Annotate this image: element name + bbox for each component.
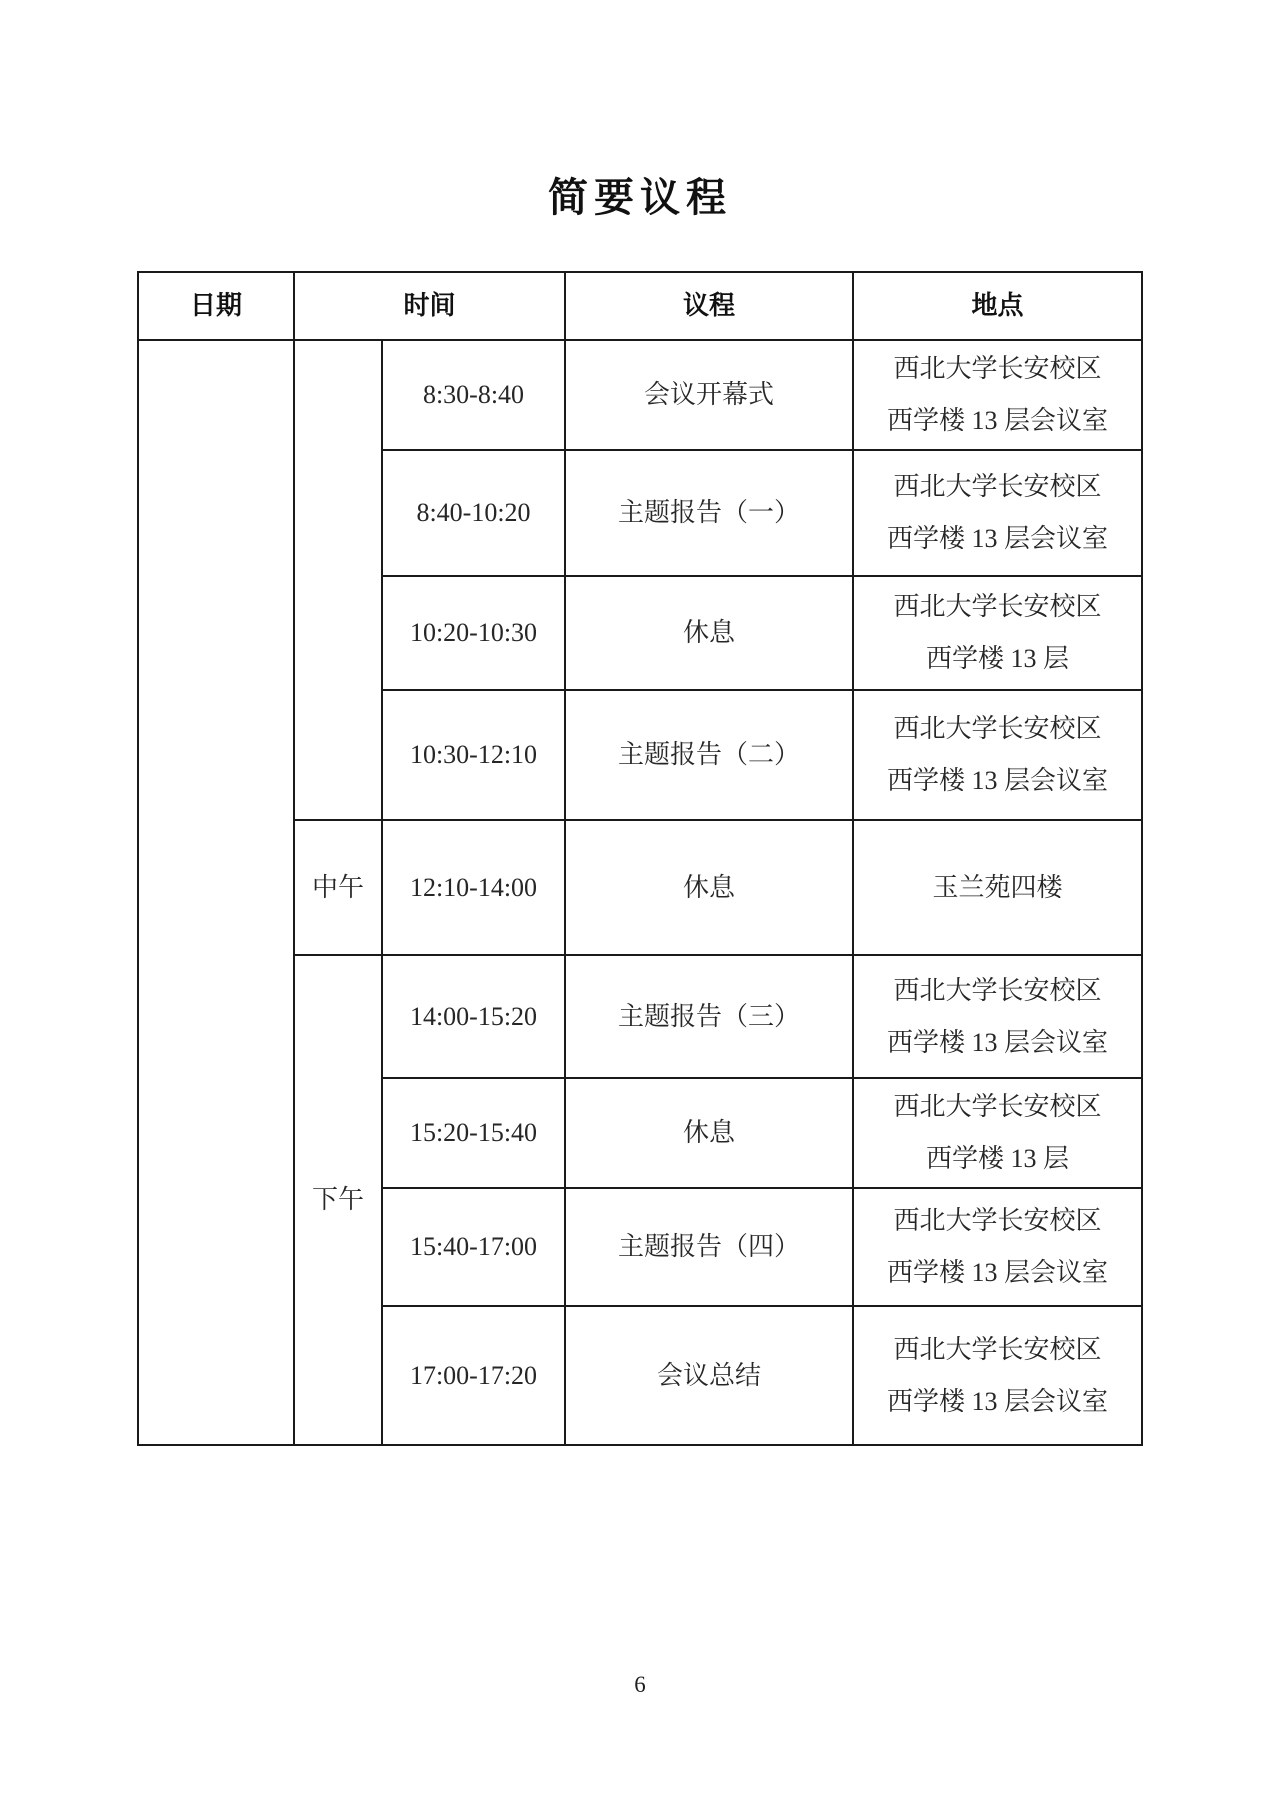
location-line: 西学楼 13 层: [926, 644, 1070, 673]
header-location: 地点: [853, 272, 1142, 340]
location-line: 西北大学长安校区: [893, 1334, 1102, 1364]
location-line: 西学楼 13 层会议室: [887, 524, 1109, 553]
agenda-cell: 休息: [565, 576, 853, 690]
agenda-cell: 主题报告（一）: [565, 450, 853, 576]
location-cell: [853, 340, 1142, 450]
header-time: 时间: [294, 272, 565, 340]
agenda-cell: 主题报告（三）: [565, 955, 853, 1078]
time-cell: 10:20-10:30: [382, 576, 565, 690]
location-line: 西学楼 13 层: [926, 1144, 1070, 1173]
location-line: 西学楼 13 层会议室: [887, 766, 1109, 795]
location-cell: [853, 820, 1142, 955]
location-line: 西北大学长安校区: [893, 472, 1102, 501]
location-line: 西北大学长安校区: [893, 714, 1102, 743]
location-line: 西北大学长安校区: [893, 975, 1102, 1005]
period-cell-morning-empty: [294, 340, 382, 820]
location-line: 西北大学长安校区: [893, 1206, 1102, 1235]
location-cell: [853, 955, 1142, 1078]
location-cell: [853, 1188, 1142, 1306]
time-cell: 12:10-14:00: [382, 820, 565, 955]
time-cell: 8:30-8:40: [382, 340, 565, 450]
time-cell: 14:00-15:20: [382, 955, 565, 1078]
location-line: 玉兰苑四楼: [932, 872, 1063, 902]
time-cell: 15:40-17:00: [382, 1188, 565, 1306]
location-line: 西北大学长安校区: [893, 354, 1102, 383]
agenda-cell: 会议总结: [565, 1306, 853, 1445]
location-line: 西学楼 13 层会议室: [887, 1386, 1109, 1416]
agenda-table: [137, 271, 1143, 1446]
time-cell: 10:30-12:10: [382, 690, 565, 820]
location-cell: [853, 1078, 1142, 1188]
agenda-cell: 休息: [565, 1078, 853, 1188]
agenda-cell: 主题报告（四）: [565, 1188, 853, 1306]
date-cell-empty: [138, 340, 294, 1445]
table-row: [138, 340, 1142, 450]
time-cell: 17:00-17:20: [382, 1306, 565, 1445]
location-cell: [853, 450, 1142, 576]
page-title: 简要议程: [548, 175, 732, 220]
header-date: 日期: [138, 272, 294, 340]
location-line: 西学楼 13 层会议室: [887, 1027, 1109, 1057]
period-cell-noon: 中午: [294, 820, 382, 955]
agenda-cell: 主题报告（二）: [565, 690, 853, 820]
time-cell: 8:40-10:20: [382, 450, 565, 576]
location-line: 西北大学长安校区: [893, 1092, 1102, 1121]
location-line: 西学楼 13 层会议室: [887, 406, 1109, 435]
location-cell: [853, 690, 1142, 820]
location-cell: [853, 576, 1142, 690]
location-line: 西学楼 13 层会议室: [887, 1258, 1109, 1287]
time-cell: 15:20-15:40: [382, 1078, 565, 1188]
period-cell-afternoon: 下午: [294, 955, 382, 1445]
agenda-cell: 休息: [565, 820, 853, 955]
agenda-cell: 会议开幕式: [565, 340, 853, 450]
page-number: 6: [634, 1672, 646, 1697]
location-line: 西北大学长安校区: [893, 592, 1102, 621]
header-agenda: 议程: [565, 272, 853, 340]
location-cell: [853, 1306, 1142, 1445]
header-row: [138, 272, 1142, 340]
